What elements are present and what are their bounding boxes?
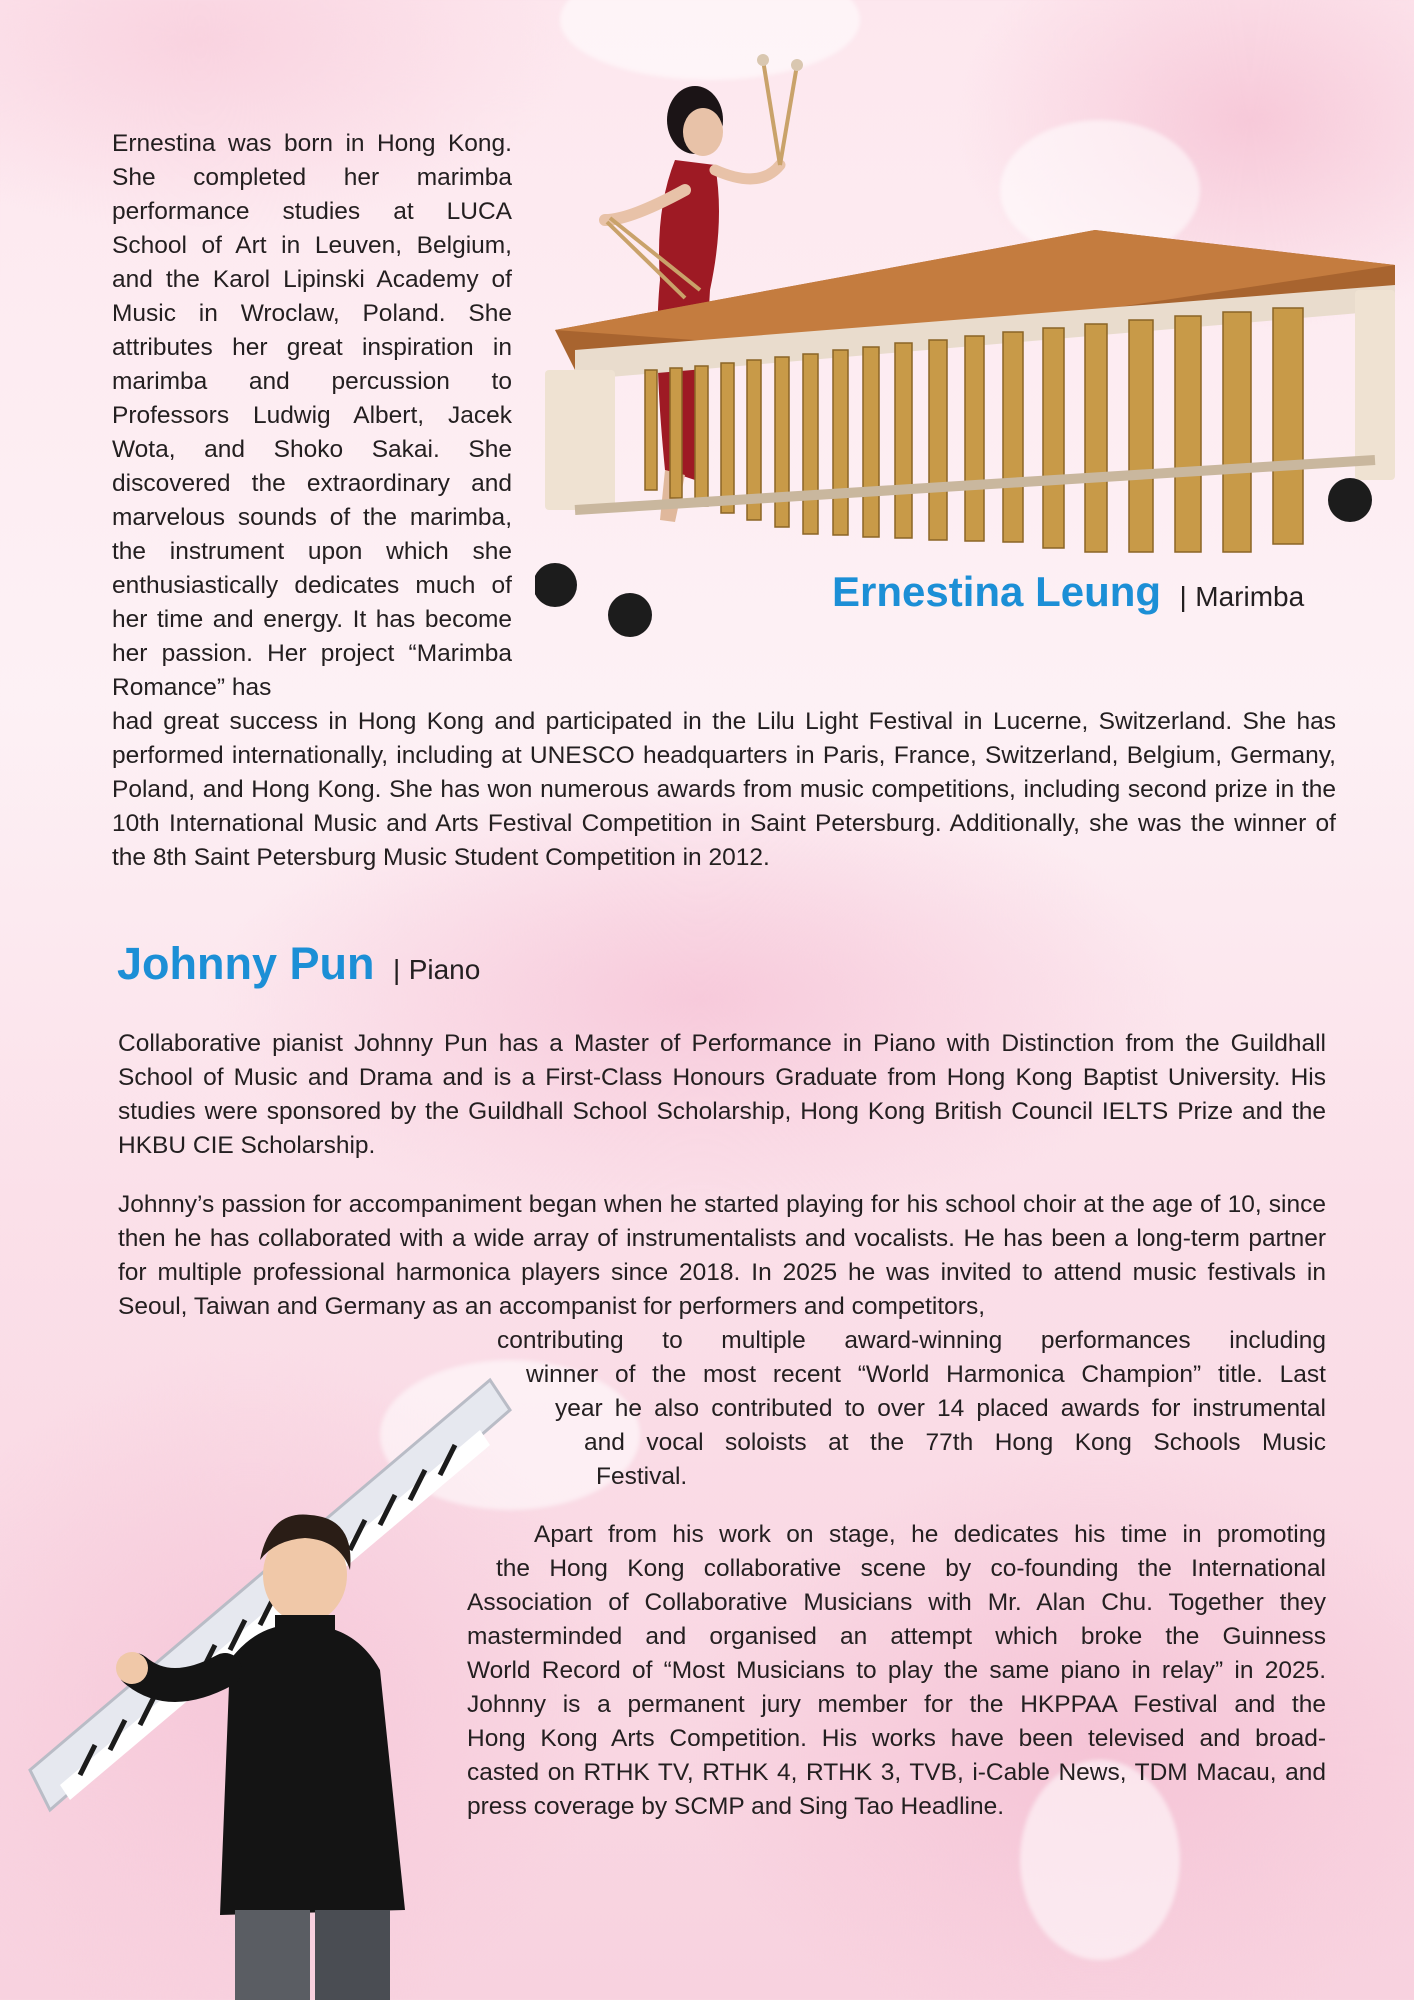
text-line: Apart from his work on stage, he dedicates his time in promoting [534, 1521, 1326, 1548]
heading-separator: | [392, 954, 401, 985]
text-line: World Record of “Most Musicians to play the same piano in relay” in 2025. [467, 1657, 1326, 1684]
pianist-photo [20, 1370, 520, 2000]
ernestina-name: Ernestina Leung [832, 568, 1162, 615]
johnny-para-1: Collaborative pianist Johnny Pun has a Master of Performance in Piano with Distinction from the Guildhall School of Music and Drama and is a First-Class Honours Graduate from Hong Kong Baptist University. His studies were sponsored by the Guildhall School Scholarship, Hong Kong British Council IELTS Prize and the HKBU CIE Scholarship. [118, 1030, 1326, 1159]
text-line: Johnny is a permanent jury member for the HKPPAA Festival and the [467, 1691, 1326, 1718]
ernestina-bio-full: had great success in Hong Kong and participated in the Lilu Light Festival in Lucerne, Switzerland. She has performed internationally, including at UNESCO headquarters in Paris, France, Switzerland, Belgium, Germany, Poland, and Hong Kong. She has won numerous awards from music competitions, including second prize in the 10th International Music and Arts Festival Competition in Saint Petersburg. Additionally, she was the winner of the 8th Saint Petersburg Music Student Competition in 2012. [112, 708, 1336, 871]
text-line: Festival. [596, 1463, 688, 1490]
heading-separator: | [1179, 581, 1187, 612]
text-line: press coverage by SCMP and Sing Tao Headline. [467, 1793, 1005, 1820]
johnny-heading [117, 938, 480, 990]
johnny-name: Johnny Pun [117, 938, 375, 989]
text-line: Association of Collaborative Musicians with Mr. Alan Chu. Together they [467, 1589, 1326, 1616]
text-line: Hong Kong Arts Competition. His works have been televised and broad- [467, 1725, 1326, 1752]
ernestina-heading [832, 568, 1304, 616]
ernestina-instrument: Marimba [1195, 581, 1305, 612]
text-line: and vocal soloists at the 77th Hong Kong Schools Music [584, 1429, 1326, 1456]
ernestina-bio-wrapped: Ernestina was born in Hong Kong. She completed her marimba performance studies at LUCA School of Art in Leuven, Belgium, and the Karol Lipinski Academy of Music in Wroclaw, Poland. She attributes her great inspiration in marimba and percussion to Professors Ludwig Albert, Jacek Wota, and Shoko Sakai. She discovered the extraordinary and marvelous sounds of the marimba, the instrument upon which she enthusiastically dedicates much of her time and energy. It has become her passion. Her project “Marimba Romance” has [112, 130, 512, 701]
text-line: casted on RTHK TV, RTHK 4, RTHK 3, TVB, i-Cable News, TDM Macau, and [467, 1759, 1326, 1786]
text-line: the Hong Kong collaborative scene by co-founding the International [496, 1555, 1326, 1582]
text-line: year he also contributed to over 14 placed awards for instrumental [555, 1395, 1326, 1422]
johnny-para-2-full: Johnny’s passion for accompaniment began when he started playing for his school choir at the age of 10, since then he has collaborated with a wide array of instrumentalists and vocalists. He has been a long-term partner for multiple professional harmonica players since 2018. In 2025 he was invited to attend music festivals in Seoul, Taiwan and Germany as an accompanist for performers and competitors, [118, 1191, 1326, 1320]
johnny-instrument: Piano [408, 954, 481, 985]
text-line: contributing to multiple award-winning performances including [497, 1327, 1326, 1354]
text-line: winner of the most recent “World Harmonica Champion” title. Last [526, 1361, 1326, 1388]
text-line: masterminded and organised an attempt which broke the Guinness [467, 1623, 1326, 1650]
